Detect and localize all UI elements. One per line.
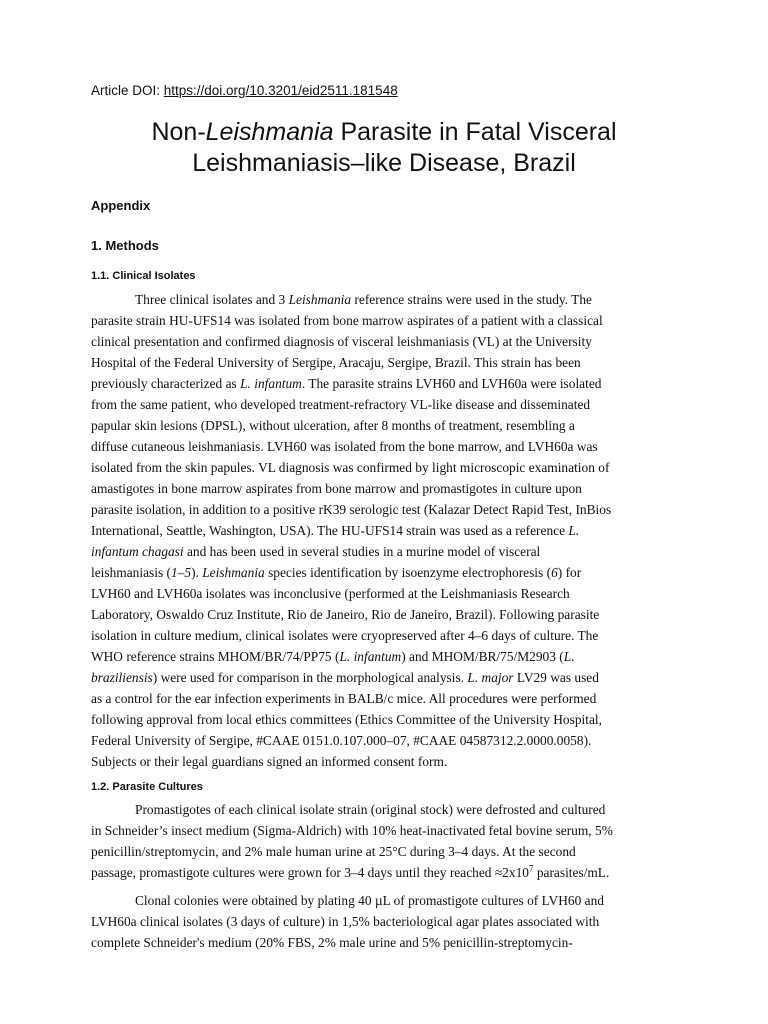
paragraph-parasite-cultures (91, 799, 686, 883)
citation-ref: 6 (551, 565, 558, 580)
article-doi (91, 83, 398, 98)
appendix-heading: Appendix (91, 198, 151, 213)
section-heading-parasite-cultures: 1.2. Parasite Cultures (91, 781, 203, 793)
text-line: Hospital of the Federal University of Sergipe, Aracaju, Sergipe, Brazil. This strain has been (91, 355, 581, 370)
text-line: diffuse cutaneous leishmaniasis. LVH60 was isolated from the bone marrow, and LVH60a was (91, 439, 598, 454)
text-line: clinical presentation and confirmed diagnosis of visceral leishmaniasis (VL) at the University (91, 334, 592, 349)
text-line: complete Schneider's medium (20% FBS, 2% male urine and 5% penicillin-streptomycin- (91, 935, 573, 950)
text-line: following approval from local ethics committees (Ethics Committee of the University Hospital, (91, 712, 602, 727)
text-line: Three clinical isolates and 3 Leishmania reference strains were used in the study. The (135, 292, 593, 307)
text-line: from the same patient, who developed treatment-refractory VL-like disease and disseminated (91, 397, 591, 412)
text-line: passage, promastigote cultures were grown for 3–4 days until they reached $\approx 2x10^7$ parasites/mL. (91, 863, 610, 880)
doi-link[interactable]: https://doi.org/10.3201/eid2511.181548 (163, 83, 398, 98)
title-post: Parasite in Fatal Visceral (333, 118, 617, 146)
text-line: penicillin/streptomycin, and 2% male human urine at 25°C during 3–4 days. At the second (91, 844, 576, 859)
text-line: braziliensis) were used for comparison in the morphological analysis. L. major LV29 was used (91, 670, 599, 685)
text-line: LVH60a clinical isolates (3 days of culture) in 1,5% bacteriological agar plates associated with (91, 914, 600, 929)
text-line: papular skin lesions (DPSL), without ulceration, after 8 months of treatment, resembling a (91, 418, 575, 433)
text-line: previously characterized as L. infantum. The parasite strains LVH60 and LVH60a were isolated (91, 376, 602, 391)
text-line: Subjects or their legal guardians signed an informed consent form. (91, 754, 448, 769)
doi-label: Article DOI: (91, 83, 164, 98)
text-line: infantum chagasi and has been used in several studies in a murine model of visceral (91, 544, 541, 559)
citation-ref: 5 (184, 565, 192, 580)
title-genus: Leishmania (205, 118, 334, 146)
text-line: WHO reference strains MHOM/BR/74/PP75 (L. infantum) and MHOM/BR/75/M2903 (L. (91, 649, 575, 664)
section-heading-clinical-isolates: 1.1. Clinical Isolates (91, 270, 196, 282)
text-line: isolation in culture medium, clinical isolates were cryopreserved after 4–6 days of culture. The (91, 628, 599, 643)
paragraph-clonal-colonies (91, 890, 686, 953)
text-line: LVH60 and LVH60a isolates was inconclusive (performed at the Leishmaniasis Research (91, 586, 570, 601)
methods-heading: 1. Methods (91, 238, 159, 253)
text-line: amastigotes in bone marrow aspirates from bone marrow and promastigotes in culture upon (91, 481, 582, 496)
title-line-2: Leishmaniasis–like Disease, Brazil (192, 149, 576, 177)
text-line: Federal University of Sergipe, #CAAE 0151.0.107.000–07, #CAAE 04587312.2.0000.0058). (91, 733, 592, 748)
paper-title (60, 117, 708, 179)
text-line: as a control for the ear infection experiments in BALB/c mice. All procedures were performed (91, 691, 597, 706)
title-pre: Non- (151, 118, 206, 146)
text-line: parasite isolation, in addition to a positive rK39 serologic test (Kalazar Detect Rapid Test, InBios (91, 502, 612, 517)
paragraph-clinical-isolates (91, 289, 686, 772)
text-line: leishmaniasis (1–5). Leishmania species identification by isoenzyme electrophoresis (6) for (91, 565, 582, 580)
citation-ref: 1 (170, 565, 178, 580)
text-line: International, Seattle, Washington, USA). The HU-UFS14 strain was used as a reference L. (91, 523, 580, 538)
text-line: Laboratory, Oswaldo Cruz Institute, Rio de Janeiro, Rio de Janeiro, Brazil). Following parasite (91, 607, 600, 622)
text-line: Promastigotes of each clinical isolate strain (original stock) were defrosted and cultured (135, 802, 606, 817)
text-line: parasite strain HU-UFS14 was isolated from bone marrow aspirates of a patient with a classical (91, 313, 603, 328)
text-line: isolated from the skin papules. VL diagnosis was confirmed by light microscopic examination of (91, 460, 610, 475)
text-line: in Schneider’s insect medium (Sigma-Aldrich) with 10% heat-inactivated fetal bovine serum, 5% (91, 823, 613, 838)
text-line: Clonal colonies were obtained by plating 40 µL of promastigote cultures of LVH60 and (135, 893, 604, 908)
title-line-1 (60, 117, 708, 148)
